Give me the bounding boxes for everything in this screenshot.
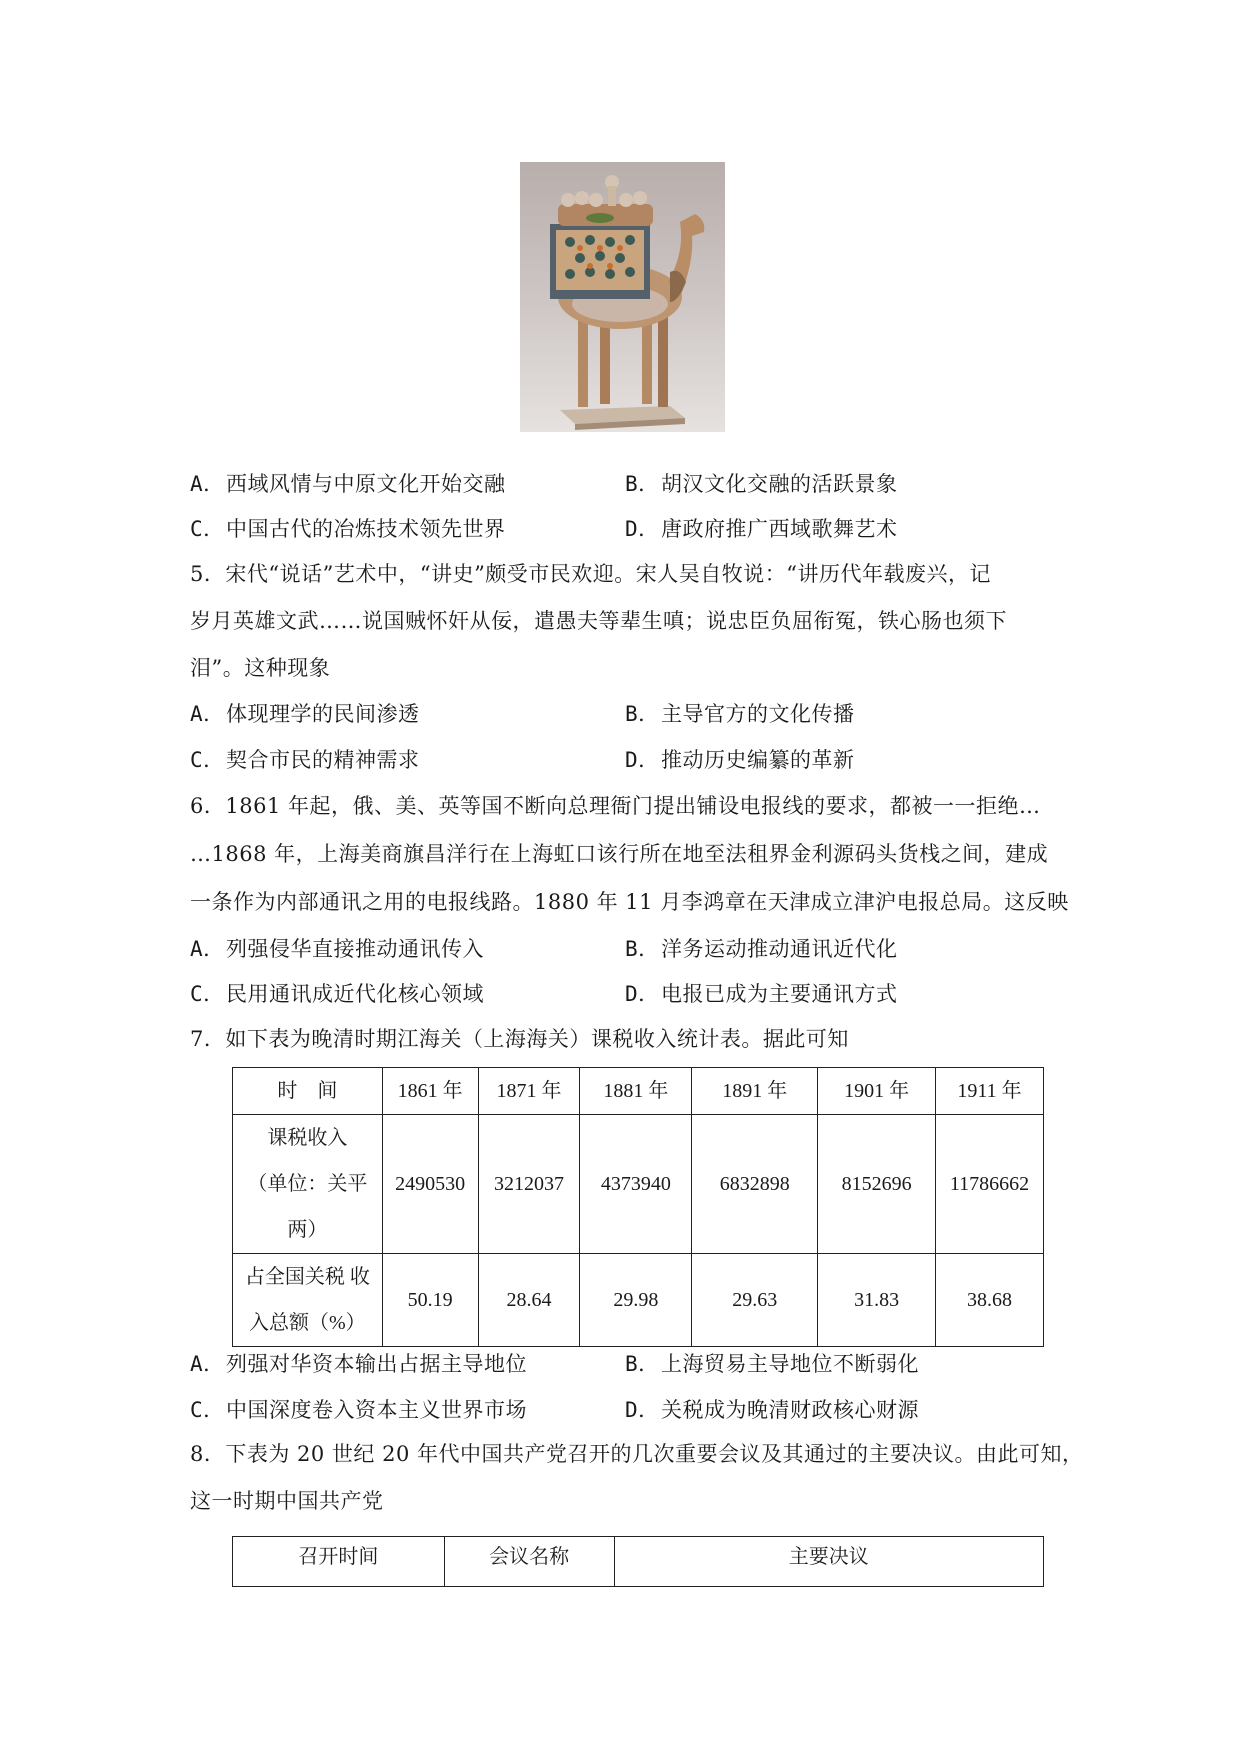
row-label <box>233 1115 383 1254</box>
option-text: 推动历史编纂的革新 <box>661 748 855 772</box>
q7-stem: 7．如下表为晚清时期江海关（上海海关）课税收入统计表。据此可知 <box>190 1027 849 1051</box>
option-text: 电报已成为主要通讯方式 <box>661 982 898 1006</box>
table-cell: 29.63 <box>692 1254 818 1347</box>
header-cell: 时 间 <box>233 1068 383 1115</box>
table-cell: 11786662 <box>936 1115 1044 1254</box>
q6-option-a <box>190 935 484 963</box>
option-key: C． <box>190 982 225 1006</box>
q6-stem-line-1: 6．1861 年起，俄、美、英等国不断向总理衙门提出铺设电报线的要求，都被一一拒绝… <box>190 794 1041 818</box>
q6-stem-line-2: …1868 年，上海美商旗昌洋行在上海虹口该行所在地至法租界金利源码头货栈之间，建成 <box>190 842 1049 866</box>
option-key: A． <box>190 937 225 961</box>
table-header-row <box>233 1068 1044 1115</box>
table-cell: 38.68 <box>936 1254 1044 1347</box>
row-label-line: 入总额（%） <box>248 1312 366 1334</box>
q5-option-d <box>625 746 855 774</box>
q4-option-a <box>190 470 506 498</box>
option-text: 体现理学的民间渗透 <box>226 702 420 726</box>
option-text: 西域风情与中原文化开始交融 <box>226 472 506 496</box>
camel-figurine-icon <box>520 162 725 432</box>
option-text: 关税成为晚清财政核心财源 <box>661 1398 919 1422</box>
q7-option-a <box>190 1350 527 1378</box>
header-cell: 1891 年 <box>692 1068 818 1115</box>
option-key: B． <box>625 472 660 496</box>
q6-option-d <box>625 980 898 1008</box>
option-key: B． <box>625 702 660 726</box>
table-cell: 8152696 <box>818 1115 936 1254</box>
table-row <box>233 1115 1044 1254</box>
option-key: A． <box>190 472 225 496</box>
q8-stem-line-1: 8．下表为 20 世纪 20 年代中国共产党召开的几次重要会议及其通过的主要决议。由此可知， <box>190 1442 1084 1466</box>
option-text: 上海贸易主导地位不断弱化 <box>661 1352 919 1376</box>
option-text: 中国深度卷入资本主义世界市场 <box>226 1398 527 1422</box>
q5-stem-line-3: 泪”。这种现象 <box>190 656 331 680</box>
q7-option-c <box>190 1396 527 1424</box>
header-cell: 1901 年 <box>818 1068 936 1115</box>
option-text: 主导官方的文化传播 <box>661 702 855 726</box>
q5-option-a <box>190 700 420 728</box>
q4-option-c <box>190 515 506 543</box>
option-text: 唐政府推广西域歌舞艺术 <box>661 517 898 541</box>
table-cell: 4373940 <box>580 1115 692 1254</box>
camel-figurine-image <box>520 162 725 432</box>
option-key: D． <box>625 1398 660 1422</box>
option-key: D． <box>625 982 660 1006</box>
q4-option-b <box>625 470 898 498</box>
header-cell: 1911 年 <box>936 1068 1044 1115</box>
option-key: B． <box>625 937 660 961</box>
header-cell: 召开时间 <box>233 1537 445 1587</box>
table-cell: 29.98 <box>580 1254 692 1347</box>
option-key: C． <box>190 748 225 772</box>
table-cell: 50.19 <box>382 1254 478 1347</box>
table-cell: 28.64 <box>478 1254 580 1347</box>
q8-stem-line-2: 这一时期中国共产党 <box>190 1489 384 1513</box>
q6-option-b <box>625 935 898 963</box>
header-cell: 1861 年 <box>382 1068 478 1115</box>
q8-meetings-table <box>232 1536 1044 1587</box>
table-row <box>233 1254 1044 1347</box>
table-header-row <box>233 1537 1044 1587</box>
row-label <box>233 1254 383 1347</box>
row-label-line: 占全国关税 收 <box>244 1266 370 1288</box>
header-cell: 主要决议 <box>614 1537 1043 1587</box>
option-text: 胡汉文化交融的活跃景象 <box>661 472 898 496</box>
row-label-line: 课税收入 <box>267 1127 348 1149</box>
option-text: 洋务运动推动通讯近代化 <box>661 937 898 961</box>
q7-option-b <box>625 1350 919 1378</box>
q7-customs-revenue-table <box>232 1067 1044 1347</box>
row-label-line: 两） <box>287 1219 328 1241</box>
q4-option-d <box>625 515 898 543</box>
option-text: 列强对华资本输出占据主导地位 <box>226 1352 527 1376</box>
option-text: 契合市民的精神需求 <box>226 748 420 772</box>
option-key: D． <box>625 517 660 541</box>
option-text: 民用通讯成近代化核心领域 <box>226 982 484 1006</box>
option-key: C． <box>190 517 225 541</box>
option-text: 中国古代的冶炼技术领先世界 <box>226 517 506 541</box>
option-key: A． <box>190 702 225 726</box>
header-cell: 1871 年 <box>478 1068 580 1115</box>
table-cell: 2490530 <box>382 1115 478 1254</box>
q5-stem-line-2: 岁月英雄文武……说国贼怀奸从佞，遣愚夫等辈生嗔；说忠臣负屈衔冤，铁心肠也须下 <box>190 609 1007 633</box>
q7-option-d <box>625 1396 919 1424</box>
option-text: 列强侵华直接推动通讯传入 <box>226 937 484 961</box>
option-key: A． <box>190 1352 225 1376</box>
table-cell: 6832898 <box>692 1115 818 1254</box>
q5-option-c <box>190 746 420 774</box>
option-key: B． <box>625 1352 660 1376</box>
q6-stem-line-3: 一条作为内部通讯之用的电报线路。1880 年 11 月李鸿章在天津成立津沪电报总局。这反映 <box>190 890 1069 914</box>
header-cell: 1881 年 <box>580 1068 692 1115</box>
header-cell: 会议名称 <box>444 1537 614 1587</box>
table-cell: 31.83 <box>818 1254 936 1347</box>
q6-option-c <box>190 980 484 1008</box>
row-label-line: （单位：关平 <box>247 1173 368 1195</box>
option-key: C． <box>190 1398 225 1422</box>
table-cell: 3212037 <box>478 1115 580 1254</box>
option-key: D． <box>625 748 660 772</box>
q5-stem-line-1: 5．宋代“说话”艺术中，“讲史”颇受市民欢迎。宋人吴自牧说：“讲历代年载废兴，记 <box>190 562 992 586</box>
q5-option-b <box>625 700 855 728</box>
